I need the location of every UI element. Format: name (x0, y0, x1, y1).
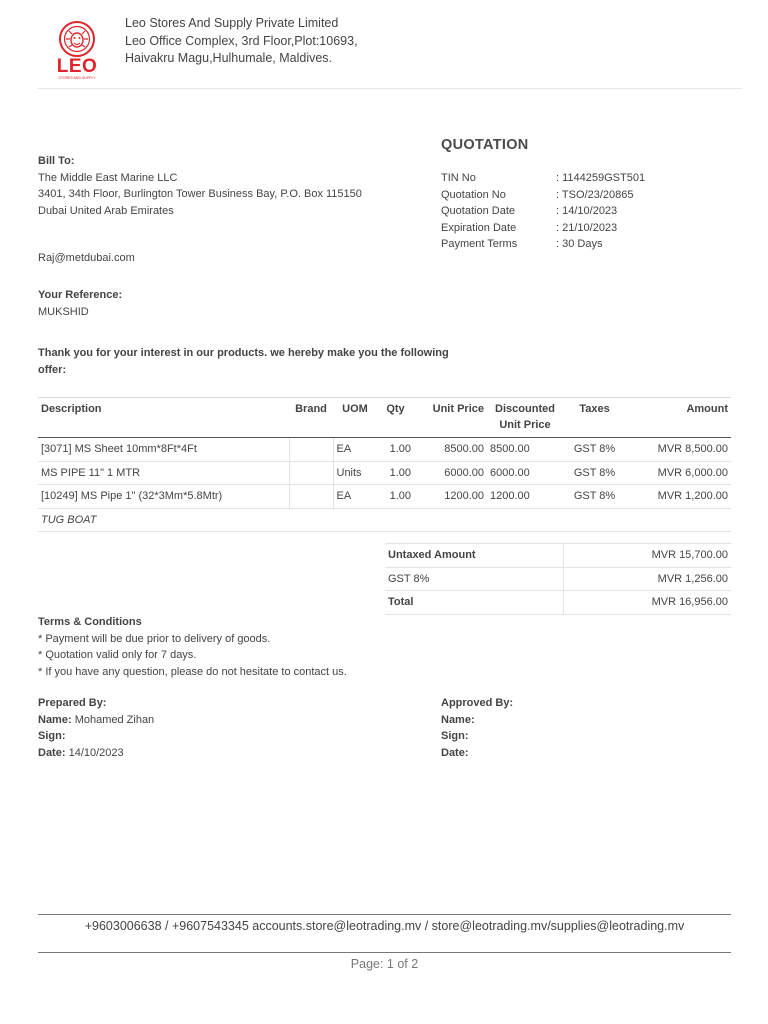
terms-line: * Payment will be due prior to delivery of goods. (38, 632, 271, 645)
cell-qty: 1.00 (377, 438, 414, 462)
company-address-line1: Leo Office Complex, 3rd Floor,Plot:10693, (125, 33, 358, 48)
col-qty: Qty (377, 398, 414, 438)
prepared-date-row (38, 745, 154, 762)
col-amount: Amount (626, 398, 731, 438)
terms-and-conditions (38, 614, 347, 680)
item-note: TUG BOAT (38, 508, 731, 532)
col-unit-price: Unit Price (414, 398, 487, 438)
untaxed-value: MVR 15,700.00 (564, 544, 732, 568)
col-discounted-line1: Discounted (495, 403, 555, 415)
cell-description: MS PIPE 11" 1 MTR (38, 461, 289, 485)
cell-description: [10249] MS Pipe 1" (32*3Mm*5.8Mtr) (38, 485, 289, 509)
cell-uom: EA (333, 438, 377, 462)
cell-description: [3071] MS Sheet 10mm*8Ft*4Ft (38, 438, 289, 462)
bill-to (38, 153, 362, 219)
info-value: : 14/10/2023 (556, 205, 618, 217)
cell-unit-price: 1200.00 (414, 485, 487, 509)
logo-text: LEO (56, 56, 98, 77)
cell-discounted: 1200.00 (487, 485, 563, 509)
cell-qty: 1.00 (377, 485, 414, 509)
table-header-row (38, 398, 731, 438)
cell-discounted: 8500.00 (487, 438, 563, 462)
items-table (38, 397, 731, 532)
totals-row-tax (385, 567, 731, 591)
cell-brand (289, 485, 333, 509)
terms-line: * Quotation valid only for 7 days. (38, 649, 197, 661)
prepared-name-label: Name: (38, 713, 72, 726)
approved-date-label: Date: (441, 746, 469, 759)
footer-contact: +9603006638 / +9607543345 accounts.store@leotrading.mv / store@leotrading.mv/supplies@leotrading.mv (84, 919, 685, 933)
footer-divider-bottom (38, 952, 731, 953)
reference-label: Your Reference: (38, 289, 123, 301)
total-label: Total (385, 591, 564, 615)
table-row (38, 461, 731, 485)
intro-text: Thank you for your interest in our products. we hereby make you the following offer: (38, 347, 449, 376)
terms-line: * If you have any question, please do not hesitate to contact us. (38, 665, 347, 678)
info-row-tin (441, 170, 645, 187)
info-label: Expiration Date (441, 221, 517, 234)
cell-amount: MVR 8,500.00 (626, 438, 731, 462)
tax-label: GST 8% (385, 567, 564, 591)
approved-name-label: Name: (441, 713, 475, 726)
info-label: TIN No (441, 172, 476, 184)
col-discounted-unit-price (487, 398, 563, 438)
header-divider (38, 88, 742, 89)
prepared-title: Prepared By: (38, 697, 107, 709)
company-address (125, 15, 358, 68)
logo-subtext: STORES AND SUPPLY (58, 76, 96, 80)
prepared-date-label: Date: (38, 746, 66, 759)
info-label: Quotation Date (441, 205, 515, 217)
cell-amount: MVR 6,000.00 (626, 461, 731, 485)
tax-value: MVR 1,256.00 (564, 567, 732, 591)
customer-address-line2: Dubai United Arab Emirates (38, 204, 174, 217)
col-description: Description (38, 398, 289, 438)
terms-title: Terms & Conditions (38, 616, 142, 628)
approved-sign-label: Sign: (441, 730, 469, 742)
table-row (38, 485, 731, 509)
col-taxes: Taxes (563, 398, 626, 438)
info-value: : 1144259GST501 (556, 172, 646, 184)
document-title: QUOTATION (441, 137, 529, 153)
cell-unit-price: 8500.00 (414, 438, 487, 462)
cell-taxes: GST 8% (563, 485, 626, 509)
info-row-quotation-no (441, 187, 645, 204)
prepared-by (38, 695, 154, 761)
reference-value: MUKSHID (38, 305, 89, 318)
cell-brand (289, 461, 333, 485)
quotation-info (441, 170, 645, 253)
totals-row-total (385, 591, 731, 615)
company-logo (50, 18, 104, 80)
info-row-expiration-date (441, 220, 645, 237)
prepared-name-row (38, 712, 154, 729)
info-label: Payment Terms (441, 238, 518, 250)
table-note-row (38, 508, 731, 532)
info-value: : 30 Days (556, 238, 603, 250)
approved-title: Approved By: (441, 697, 514, 709)
cell-taxes: GST 8% (563, 461, 626, 485)
company-name: Leo Stores And Supply Private Limited (125, 16, 339, 30)
prepared-name-value: Mohamed Zihan (74, 713, 155, 726)
info-row-quotation-date (441, 203, 645, 220)
info-value: : 21/10/2023 (556, 221, 618, 234)
cell-brand (289, 438, 333, 462)
prepared-date-value: 14/10/2023 (68, 746, 124, 759)
customer-email: Raj@metdubai.com (38, 252, 135, 264)
approved-by (441, 695, 513, 761)
cell-discounted: 6000.00 (487, 461, 563, 485)
company-address-line2: Haivakru Magu,Hulhumale, Maldives. (125, 51, 333, 65)
cell-qty: 1.00 (377, 461, 414, 485)
info-label: Quotation No (441, 188, 506, 201)
bill-to-label: Bill To: (38, 155, 75, 167)
totals-table (385, 543, 731, 615)
prepared-sign-label: Sign: (38, 730, 66, 742)
cell-amount: MVR 1,200.00 (626, 485, 731, 509)
col-uom: UOM (333, 398, 377, 438)
total-value: MVR 16,956.00 (564, 591, 732, 615)
totals-row-untaxed (385, 544, 731, 568)
cell-taxes: GST 8% (563, 438, 626, 462)
table-row (38, 438, 731, 462)
info-value: : TSO/23/20865 (556, 188, 634, 201)
untaxed-label: Untaxed Amount (385, 544, 564, 568)
footer-divider-top (38, 914, 731, 915)
customer-name: The Middle East Marine LLC (38, 171, 178, 184)
page-number: Page: 1 of 2 (350, 957, 419, 971)
col-brand: Brand (289, 398, 333, 438)
reference (38, 287, 122, 320)
info-row-payment-terms (441, 236, 645, 253)
cell-uom: Units (333, 461, 377, 485)
cell-unit-price: 6000.00 (414, 461, 487, 485)
col-discounted-line2: Unit Price (499, 419, 551, 431)
customer-address-line1: 3401, 34th Floor, Burlington Tower Business Bay, P.O. Box 115150 (38, 188, 362, 200)
cell-uom: EA (333, 485, 377, 509)
